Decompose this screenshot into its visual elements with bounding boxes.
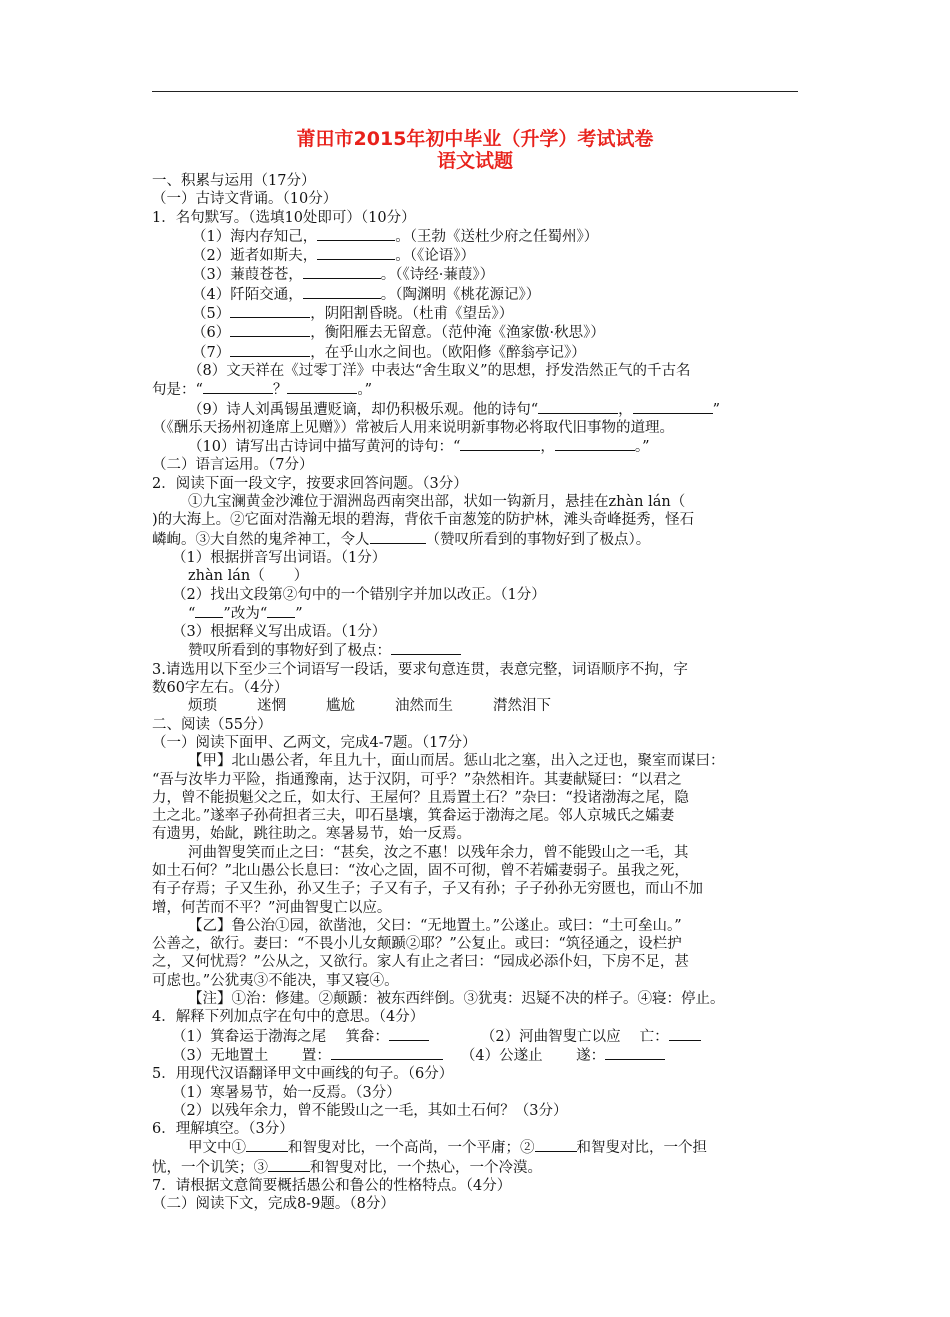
answer-blank[interactable] — [538, 400, 618, 414]
question-4-row: （3）无地置土 置： （4）公遂止 遂： — [152, 1046, 798, 1065]
subsection-heading: （一）阅读下面甲、乙两文，完成4-7题。（17分） — [152, 734, 477, 751]
question-2: 2．阅读下面一段文字，按要求回答问题。（3分） — [152, 475, 468, 492]
fill-item: （1）海内存知己， 。（王勃《送杜少府之任蜀州》） — [192, 228, 599, 245]
passage-line: )的大海上。②它面对浩瀚无垠的碧海，背依千亩葱笼的防护林，滩头奇峰挺秀，怪石 — [152, 512, 695, 529]
answer-blank[interactable] — [303, 285, 381, 299]
answer-blank[interactable] — [331, 1046, 443, 1060]
section-heading: 二、阅读（55分） — [152, 716, 272, 733]
paper-title: 莆田市2015年初中毕业（升学）考试试卷 — [296, 128, 654, 150]
question-4: 4．解释下列加点字在句中的意思。（4分） — [152, 1009, 425, 1026]
passage-yi-line: 可虑也。”公犹夷③不能决，事又寝④。 — [152, 972, 399, 989]
answer-blank[interactable] — [605, 1046, 665, 1060]
passage-jia-line: 【甲】北山愚公者，年且九十，面山而居。惩山北之塞，出入之迂也，聚室而谋曰： — [188, 753, 725, 770]
answer-blank[interactable] — [303, 265, 381, 279]
answer-blank[interactable] — [230, 343, 310, 357]
answer-blank[interactable] — [267, 604, 295, 618]
question-2-1-answer: zhàn lán（ ） — [188, 568, 309, 585]
question-1: 1．名句默写。（选填10处即可）（10分） — [152, 209, 416, 226]
passage-line: ①九宝澜黄金沙滩位于湄洲岛西南突出部，状如一钩新月，悬挂在zhàn lán（ — [188, 494, 686, 511]
header-rule — [152, 91, 798, 92]
word-item: 尴尬 — [326, 698, 355, 715]
question-2-2-answer: “ ”改为“ ” — [188, 605, 303, 622]
passage-jia-line: 河曲智叟笑而止之曰：“甚矣，汝之不惠！以残年余力，曾不能毁山之一毛，其 — [188, 844, 689, 861]
question-6-text: 甲文中① 和智叟对比，一个高尚，一个平庸；② 和智叟对比，一个担 — [188, 1140, 707, 1157]
passage-jia-line: 如土石何？”北山愚公长息曰：“汝心之固，固不可彻，曾不若孀妻弱子。虽我之死， — [152, 862, 689, 879]
answer-blank[interactable] — [460, 437, 540, 451]
subsection-heading: （二）语言运用。（7分） — [152, 457, 314, 474]
passage-jia-line: 有子存焉；子又生孙，孙又生子；子又有子，子又有孙；子子孙孙无穷匮也，而山不加 — [152, 881, 703, 898]
answer-blank[interactable] — [287, 380, 357, 394]
fill-item: （3）蒹葭苍苍， 。（《诗经·蒹葭》） — [192, 267, 495, 284]
question-1-8: （8）文天祥在《过零丁洋》中表达“舍生取义”的思想，抒发浩然正气的千古名 — [188, 362, 691, 379]
question-5-1: （1）寒暑易节，始一反焉。（3分） — [172, 1084, 401, 1101]
exam-paper — [152, 128, 798, 1214]
passage-jia-line: “吾与汝毕力平险，指通豫南，达于汉阴，可乎？”杂然相许。其妻献疑曰：“以君之 — [152, 771, 682, 788]
question-2-3: （3）根据释义写出成语。（1分） — [172, 624, 387, 641]
question-3-cont: 数60字左右。（4分） — [152, 680, 289, 697]
word-list — [152, 697, 798, 715]
question-6: 6．理解填空。（3分） — [152, 1121, 294, 1138]
word-item: 油然而生 — [395, 698, 453, 715]
fill-item: （7） ，在乎山水之间也。（欧阳修《醉翁亭记》） — [192, 344, 586, 361]
passage-yi-line: 【乙】鲁公治①园，欲凿池，父曰：“无地置土。”公遂止。或曰：“土可垒山。” — [188, 917, 682, 934]
question-1-9: （9）诗人刘禹锡虽遭贬谪，却仍积极乐观。他的诗句“ ， ” — [188, 401, 721, 418]
answer-blank[interactable] — [230, 323, 310, 337]
answer-blank[interactable] — [633, 400, 713, 414]
question-5-2: （2）以残年余力，曾不能毁山之一毛，其如土石何？（3分） — [172, 1102, 568, 1119]
question-1-10: （10）请写出古诗词中描写黄河的诗句：“ ， 。” — [188, 439, 650, 456]
word-item: 迷惘 — [257, 698, 286, 715]
section-heading: 一、积累与运用（17分） — [152, 173, 316, 189]
question-1-8-answer: 句是：“ ？ 。” — [152, 382, 373, 399]
fill-item: （5） ，阴阳割昏晓。（杜甫《望岳》） — [192, 306, 514, 323]
answer-blank[interactable] — [195, 604, 223, 618]
question-5: 5．用现代汉语翻译甲文中画线的句子。（6分） — [152, 1066, 454, 1083]
question-4-row: （1）箕畚运于渤海之尾 箕畚： （2）河曲智叟亡以应 亡： — [152, 1027, 798, 1046]
passage-jia-line: 力，曾不能损魁父之丘，如太行、王屋何？且焉置土石？”杂曰：“投诸渤海之尾，隐 — [152, 789, 689, 806]
passage-yi-line: 公善之，欲行。妻曰：“不畏小儿女颠踬②耶？”公复止。或曰：“筑径通之，设栏护 — [152, 936, 682, 953]
subsection-heading: （一）古诗文背诵。（10分） — [152, 191, 338, 208]
subsection-heading: （二）阅读下文，完成8-9题。（8分） — [152, 1196, 395, 1213]
annotation-note: 【注】①治：修建。②颠踬：被东西绊倒。③犹夷：迟疑不决的样子。④寝：停止。 — [188, 991, 725, 1008]
question-7: 7．请根据文意简要概括愚公和鲁公的性格特点。（4分） — [152, 1178, 512, 1195]
fill-item: （2）逝者如斯夫， 。（《论语》） — [192, 248, 475, 265]
question-6-text: 忧，一个讥笑；③ 和智叟对比，一个热心，一个冷漠。 — [152, 1159, 542, 1176]
answer-blank[interactable] — [389, 1027, 429, 1041]
answer-blank[interactable] — [230, 304, 310, 318]
passage-jia-line: 增，何苦而不平？”河曲智叟亡以应。 — [152, 899, 392, 916]
answer-blank[interactable] — [317, 246, 395, 260]
passage-line: 嶙峋。③大自然的鬼斧神工，令人 （赞叹所看到的事物好到了极点）。 — [152, 531, 651, 548]
answer-blank[interactable] — [391, 641, 461, 655]
passage-jia-line: 土之北。”遂率子孙荷担者三夫，叩石垦壤，箕畚运于渤海之尾。邻人京城氏之孀妻 — [152, 808, 675, 825]
paper-subtitle: 语文试题 — [436, 150, 513, 172]
answer-blank[interactable] — [268, 1158, 310, 1172]
question-2-1: （1）根据拼音写出词语。（1分） — [172, 549, 387, 566]
answer-blank[interactable] — [246, 1138, 288, 1152]
fill-item: （4）阡陌交通， 。（陶渊明《桃花源记》） — [192, 286, 541, 303]
answer-blank[interactable] — [535, 1138, 577, 1152]
passage-jia-line: 有遗男，始龀，跳往助之。寒暑易节，始一反焉。 — [152, 826, 471, 843]
fill-item: （6） ，衡阳雁去无留意。（范仲淹《渔家傲·秋思》） — [192, 325, 605, 342]
answer-blank[interactable] — [370, 530, 426, 544]
question-2-3-answer: 赞叹所看到的事物好到了极点： — [152, 641, 798, 660]
passage-yi-line: 之，又何忧焉？”公从之，又欲行。家人有止之者曰：“园成必添仆妇，下房不足，甚 — [152, 954, 689, 971]
question-3: 3.请选用以下至少三个词语写一段话，要求句意连贯，表意完整，词语顺序不拘，字 — [152, 661, 688, 678]
answer-blank[interactable] — [555, 437, 635, 451]
word-item: 烦琐 — [188, 698, 217, 715]
answer-blank[interactable] — [203, 380, 273, 394]
question-1-9-cont: （《酬乐天扬州初逢席上见赠》）常被后人用来说明新事物必将取代旧事物的道理。 — [152, 419, 674, 436]
answer-blank[interactable] — [669, 1027, 701, 1041]
question-2-2: （2）找出文段第②句中的一个错别字并加以改正。（1分） — [172, 586, 546, 603]
answer-blank[interactable] — [317, 227, 395, 241]
word-item: 潸然泪下 — [493, 698, 551, 715]
